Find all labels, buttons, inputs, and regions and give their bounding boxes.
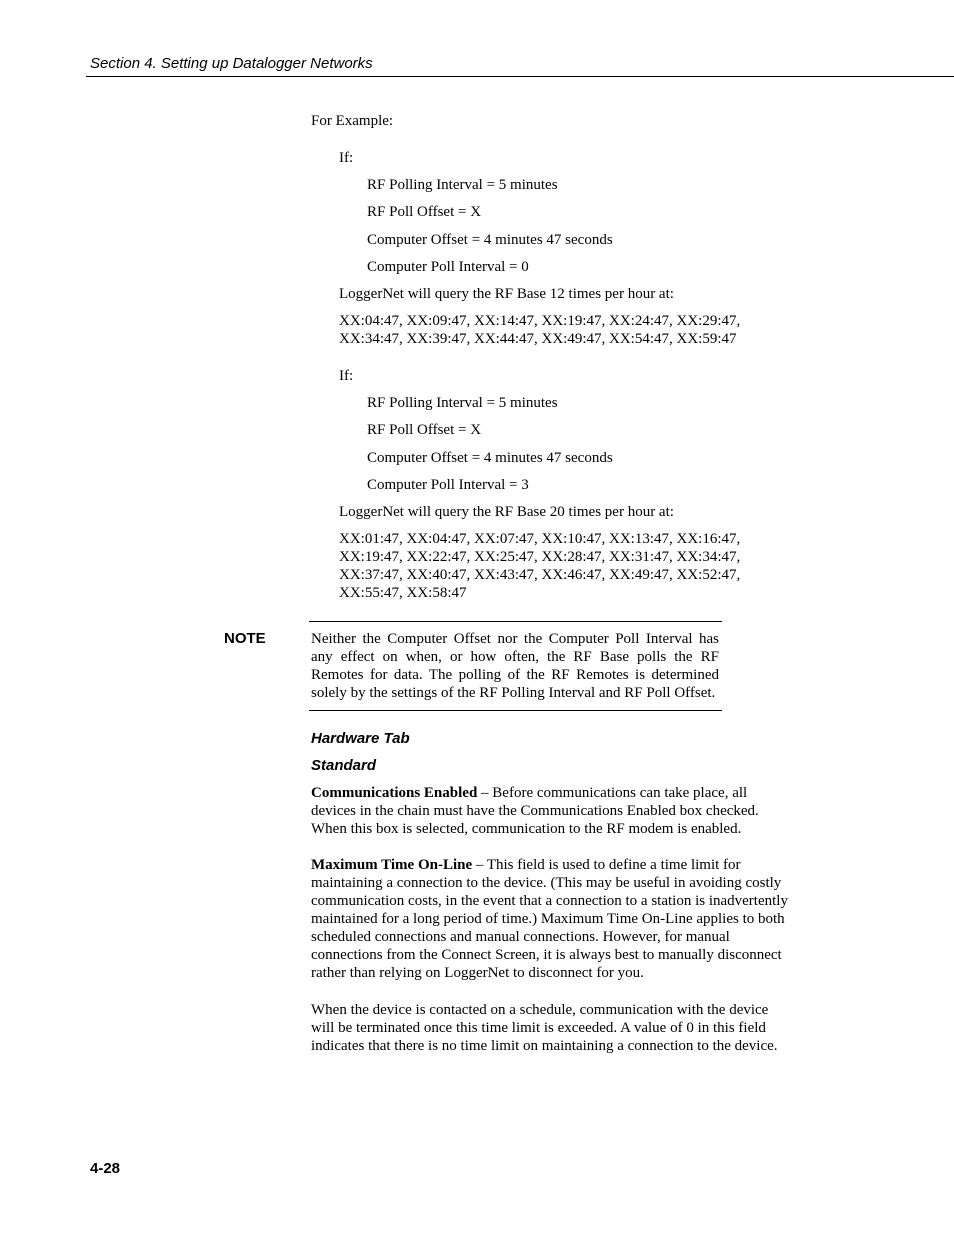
note-label: NOTE bbox=[224, 630, 266, 647]
example2-if-label: If: bbox=[339, 368, 354, 384]
note-rule-top bbox=[309, 621, 722, 622]
paragraph-text: – This field is used to define a time limit for bbox=[472, 857, 741, 873]
maximum-time-online-paragraph bbox=[311, 856, 811, 982]
example1-if-label: If: bbox=[339, 150, 354, 166]
example1-condition: Computer Offset = 4 minutes 47 seconds bbox=[367, 232, 613, 248]
paragraph-line: will be terminated once this time limit is exceeded. A value of 0 in this field bbox=[311, 1020, 766, 1036]
standard-heading: Standard bbox=[311, 757, 377, 774]
running-header: Section 4. Setting up Datalogger Networks bbox=[90, 55, 373, 72]
maximum-time-online-term: Maximum Time On-Line bbox=[311, 857, 473, 873]
example1-times-line: XX:34:47, XX:39:47, XX:44:47, XX:49:47, XX:54:47, XX:59:47 bbox=[339, 331, 737, 347]
example2-condition: Computer Offset = 4 minutes 47 seconds bbox=[367, 450, 613, 466]
paragraph-line bbox=[311, 856, 811, 874]
example2-condition: RF Poll Offset = X bbox=[367, 422, 482, 438]
example1-times-line: XX:04:47, XX:09:47, XX:14:47, XX:19:47, XX:24:47, XX:29:47, bbox=[339, 313, 741, 329]
example2-times-line: XX:19:47, XX:22:47, XX:25:47, XX:28:47, XX:31:47, XX:34:47, bbox=[339, 549, 741, 565]
paragraph-line: maintaining a connection to the device. (This may be useful in avoiding costly bbox=[311, 875, 782, 891]
paragraph-line: rather than relying on LoggerNet to disconnect for you. bbox=[311, 965, 644, 981]
note-text: Neither the Computer Offset nor the Computer Poll Interval has any effect on when, or how often, the RF Base polls the RF Remotes for data. The polling of the RF Remotes is determined solely by the settings of the RF Polling Interval and RF Poll Offset. bbox=[311, 631, 719, 701]
example2-condition: Computer Poll Interval = 3 bbox=[367, 477, 529, 493]
example2-times-line: XX:01:47, XX:04:47, XX:07:47, XX:10:47, XX:13:47, XX:16:47, bbox=[339, 531, 741, 547]
example2-condition: RF Polling Interval = 5 minutes bbox=[367, 395, 558, 411]
example2-times-line: XX:37:47, XX:40:47, XX:43:47, XX:46:47, XX:49:47, XX:52:47, bbox=[339, 567, 741, 583]
paragraph-line: communication costs, in the event that a connection to a station is inadvertently bbox=[311, 893, 788, 909]
paragraph-line: When the device is contacted on a schedule, communication with the device bbox=[311, 1002, 769, 1018]
header-rule bbox=[86, 76, 954, 77]
paragraph-line: When this box is selected, communication to the RF modem is enabled. bbox=[311, 821, 742, 837]
communications-enabled-term: Communications Enabled bbox=[311, 785, 478, 801]
communications-enabled-paragraph bbox=[311, 784, 811, 838]
example1-condition: RF Poll Offset = X bbox=[367, 204, 482, 220]
example1-condition: Computer Poll Interval = 0 bbox=[367, 259, 529, 275]
hardware-tab-heading: Hardware Tab bbox=[311, 730, 410, 747]
schedule-paragraph bbox=[311, 1001, 811, 1055]
paragraph-text: – Before communications can take place, all bbox=[477, 785, 748, 801]
example1-result-intro: LoggerNet will query the RF Base 12 times per hour at: bbox=[339, 286, 674, 302]
paragraph-line bbox=[311, 784, 811, 802]
example1-condition: RF Polling Interval = 5 minutes bbox=[367, 177, 558, 193]
paragraph-line: scheduled connections and manual connections. However, for manual bbox=[311, 929, 730, 945]
example2-times-line: XX:55:47, XX:58:47 bbox=[339, 585, 467, 601]
paragraph-line: maintained for a long period of time.) Maximum Time On-Line applies to both bbox=[311, 911, 785, 927]
paragraph-line: indicates that there is no time limit on maintaining a connection to the device. bbox=[311, 1038, 778, 1054]
paragraph-line: connections from the Connect Screen, it is always best to manually disconnect bbox=[311, 947, 782, 963]
example-intro: For Example: bbox=[311, 113, 394, 129]
paragraph-line: devices in the chain must have the Communications Enabled box checked. bbox=[311, 803, 759, 819]
note-rule-bottom bbox=[309, 710, 722, 711]
page-number: 4-28 bbox=[90, 1160, 121, 1177]
example2-result-intro: LoggerNet will query the RF Base 20 times per hour at: bbox=[339, 504, 674, 520]
